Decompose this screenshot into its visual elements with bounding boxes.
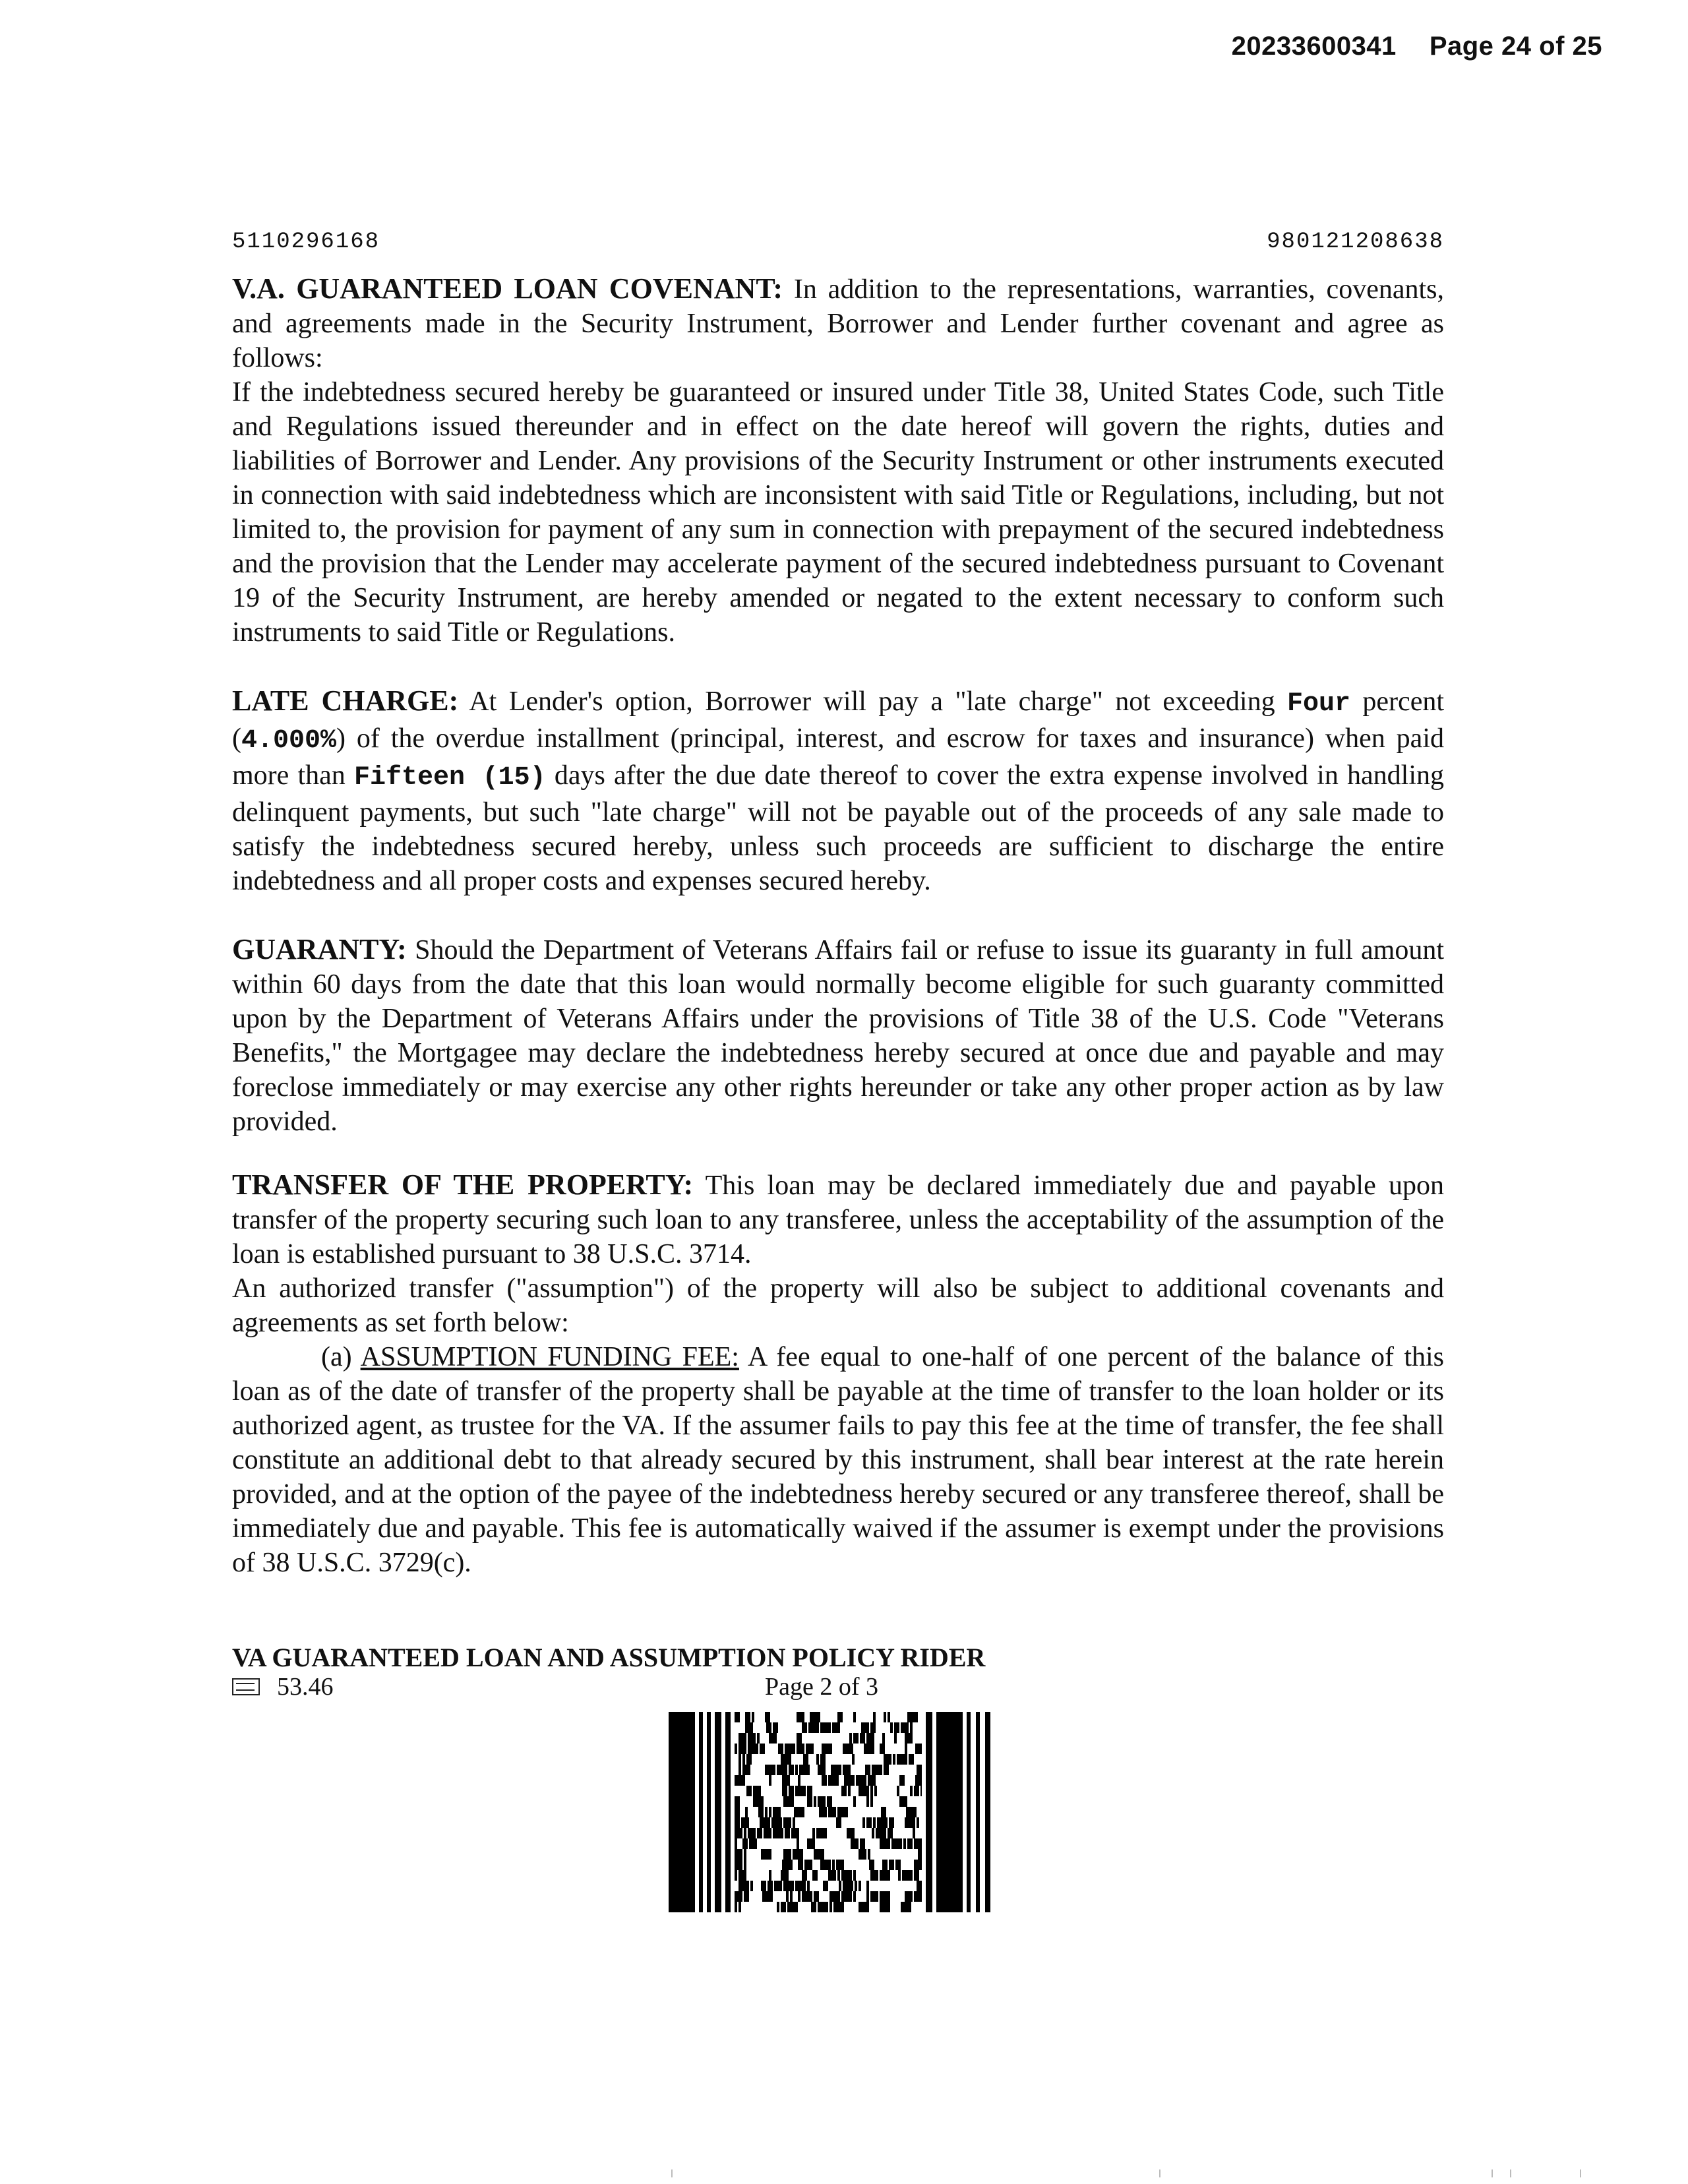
barcode-module xyxy=(831,1765,841,1775)
barcode-module xyxy=(808,1722,819,1733)
barcode-module xyxy=(820,1722,831,1733)
barcode-module xyxy=(818,1796,826,1807)
barcode-module xyxy=(843,1765,851,1775)
form-title: VA GUARANTEED LOAN AND ASSUMPTION POLICY RIDER xyxy=(232,1643,986,1672)
barcode-module xyxy=(741,1817,749,1828)
form-code-number: 53.46 xyxy=(277,1673,334,1701)
barcode-module xyxy=(735,1891,742,1902)
barcode-module xyxy=(766,1722,771,1733)
barcode-module xyxy=(769,1733,777,1744)
barcode-module xyxy=(866,1891,869,1902)
barcode-module xyxy=(841,1786,847,1796)
barcode-module xyxy=(814,1891,819,1902)
barcode-module xyxy=(853,1796,856,1807)
barcode-module xyxy=(793,1849,803,1860)
barcode-module xyxy=(793,1817,795,1828)
barcode-module xyxy=(914,1870,919,1881)
barcode-module xyxy=(820,1860,831,1870)
barcode-module xyxy=(781,1870,789,1881)
scan-tick xyxy=(1492,2169,1493,2177)
barcode-module xyxy=(757,1733,760,1744)
barcode-module xyxy=(797,1733,802,1744)
barcode-module xyxy=(897,1786,899,1796)
ellie-mae-icon xyxy=(232,1678,260,1695)
barcode-module xyxy=(738,1765,741,1775)
barcode-module xyxy=(786,1891,789,1902)
barcode-module xyxy=(783,1881,794,1891)
barcode-module xyxy=(856,1775,866,1786)
barcode-module xyxy=(889,1817,894,1828)
barcode-module xyxy=(870,1722,876,1733)
barcode-module xyxy=(811,1902,816,1912)
assumption-fee-paragraph xyxy=(232,1340,1444,1580)
barcode-module xyxy=(761,1881,766,1891)
late-charge-text: ) of the overdue installment (principal, interest, and escrow for taxes and insurance) when paid more than xyxy=(232,723,1444,791)
barcode-module xyxy=(735,1712,740,1722)
barcode-module xyxy=(735,1744,737,1754)
assumption-fee-text: A fee equal to one-half of one percent of the balance of this loan as of the date of transfer of the property shall be payable at the time of transfer to the loan holder or its authorized agent, as trustee for the VA. If the assumer fails to pay this fee at the time of transfer, the fee shall constitute an additional debt to that already secured by this instrument, shall bear interest at the rate herein provided, and at the option of the payee of the indebtedness hereby secured or any transferee thereof, shall be immediately due and payable. This fee is automatically waived if the assumer is exempt under the provisions of 38 U.S.C. 3729(c). xyxy=(232,1342,1445,1578)
barcode-module xyxy=(757,1828,762,1838)
barcode-module xyxy=(769,1775,771,1786)
barcode-module xyxy=(818,1765,826,1775)
barcode-module xyxy=(832,1860,835,1870)
scan-tick xyxy=(1510,2169,1511,2177)
barcode-module xyxy=(905,1744,907,1754)
barcode-module xyxy=(773,1807,781,1817)
barcode-module xyxy=(847,1828,855,1838)
barcode-module xyxy=(917,1817,919,1828)
barcode-module xyxy=(829,1902,832,1912)
barcode-module xyxy=(864,1744,874,1754)
barcode-module xyxy=(785,1744,795,1754)
barcode-module xyxy=(753,1796,764,1807)
barcode-module xyxy=(869,1860,874,1870)
barcode-module xyxy=(870,1796,873,1807)
barcode-module xyxy=(874,1786,877,1796)
barcode-module xyxy=(797,1838,799,1849)
barcode-module xyxy=(828,1807,836,1817)
barcode-module xyxy=(742,1754,745,1765)
barcode-module xyxy=(910,1722,913,1733)
barcode-module xyxy=(746,1754,752,1765)
scan-tick xyxy=(1159,2169,1160,2177)
barcode-module xyxy=(899,1775,905,1786)
barcode-module xyxy=(897,1754,907,1765)
barcode-module xyxy=(771,1817,782,1828)
barcode-module xyxy=(814,1796,816,1807)
barcode-module xyxy=(859,1786,869,1796)
barcode-module xyxy=(762,1891,773,1902)
barcode-module xyxy=(778,1744,783,1754)
barcode-module xyxy=(761,1849,771,1860)
page-counter: Page 24 of 25 xyxy=(1429,32,1602,61)
barcode-module xyxy=(852,1754,855,1765)
barcode-module xyxy=(853,1733,859,1744)
barcode-module xyxy=(913,1828,915,1838)
barcode-module xyxy=(828,1870,836,1881)
barcode-module xyxy=(812,1828,815,1838)
barcode-module xyxy=(807,1838,815,1849)
late-charge-text: percent ( xyxy=(232,686,1445,754)
barcode-module xyxy=(915,1744,922,1754)
barcode-module xyxy=(735,1902,737,1912)
barcode-module xyxy=(802,1870,807,1881)
barcode-module xyxy=(812,1870,818,1881)
loan-number-row xyxy=(232,229,1444,255)
guaranty-paragraph xyxy=(232,932,1444,1139)
barcode-module xyxy=(827,1796,832,1807)
late-charge-rate-words: Four xyxy=(1287,689,1351,719)
barcode-module xyxy=(748,1828,756,1838)
form-page-number: Page 2 of 3 xyxy=(765,1673,879,1701)
barcode-module xyxy=(853,1712,856,1722)
assumption-fee-heading: ASSUMPTION FUNDING FEE: xyxy=(360,1342,739,1372)
barcode-module xyxy=(807,1881,810,1891)
barcode-module xyxy=(866,1733,874,1744)
barcode-module xyxy=(797,1744,804,1754)
barcode-module xyxy=(802,1722,807,1733)
barcode-module xyxy=(859,1881,861,1891)
barcode-module xyxy=(745,1712,750,1722)
barcode-module xyxy=(760,1744,765,1754)
barcode-module xyxy=(880,1838,890,1849)
barcode-module xyxy=(760,1817,770,1828)
document-body xyxy=(232,272,1444,1580)
barcode-module xyxy=(735,1796,740,1807)
barcode-module xyxy=(744,1860,746,1870)
barcode-module xyxy=(735,1838,737,1849)
barcode-module xyxy=(783,1849,791,1860)
barcode-module xyxy=(748,1733,756,1744)
barcode-module xyxy=(764,1828,771,1838)
barcode-module xyxy=(865,1765,870,1775)
barcode-module xyxy=(837,1807,848,1817)
barcode-module xyxy=(816,1828,827,1838)
barcode-module xyxy=(803,1754,808,1765)
barcode-module xyxy=(735,1807,740,1817)
barcode-module xyxy=(889,1860,894,1870)
barcode-module xyxy=(862,1817,865,1828)
barcode-module xyxy=(765,1807,768,1817)
barcode-module xyxy=(769,1870,771,1881)
late-charge-heading: LATE CHARGE: xyxy=(232,684,459,717)
recording-header xyxy=(1232,32,1602,61)
barcode-module xyxy=(814,1849,824,1860)
barcode-module xyxy=(915,1775,922,1786)
late-charge-days: Fifteen (15) xyxy=(353,763,546,793)
barcode-module xyxy=(829,1891,840,1902)
barcode-module xyxy=(902,1870,913,1881)
barcode-module xyxy=(777,1765,787,1775)
barcode-module xyxy=(859,1849,866,1860)
barcode-module xyxy=(823,1881,828,1891)
barcode-module xyxy=(880,1870,890,1881)
barcode-module xyxy=(742,1765,750,1775)
barcode-module xyxy=(917,1881,922,1891)
barcode-module xyxy=(914,1891,922,1902)
barcode-module xyxy=(738,1881,749,1891)
barcode-module xyxy=(828,1775,839,1786)
barcode-module xyxy=(901,1902,911,1912)
barcode-module xyxy=(890,1722,893,1733)
barcode-module xyxy=(820,1754,826,1765)
barcode-module xyxy=(795,1786,806,1796)
barcode-module xyxy=(880,1891,890,1902)
barcode-module xyxy=(836,1817,841,1828)
barcode-module xyxy=(877,1817,888,1828)
guaranty-text: Should the Department of Veterans Affairs fail or refuse to issue its guaranty in full amount within 60 days from the date that this loan would normally become eligible for such guaranty committed upon by the Department of Veterans Affairs under the provisions of Title 38 of the U.S. Code "Veterans Benefits," the Mortgagee may declare the indebtedness hereby secured at once due and payable and may foreclose immediately or may exercise any other rights hereunder or take any other proper action as by law provided. xyxy=(232,935,1444,1137)
barcode-module xyxy=(872,1765,882,1775)
barcode-module xyxy=(773,1722,778,1733)
barcode-module xyxy=(914,1786,919,1796)
barcode-module xyxy=(836,1860,844,1870)
barcode-module xyxy=(860,1838,865,1849)
barcode-module xyxy=(873,1817,876,1828)
pdf417-barcode xyxy=(669,1712,994,1912)
barcode-module xyxy=(774,1881,782,1891)
barcode-module xyxy=(909,1754,914,1765)
barcode-module xyxy=(735,1870,737,1881)
barcode-module xyxy=(914,1860,922,1870)
barcode-module xyxy=(745,1722,753,1733)
barcode-module xyxy=(844,1775,855,1786)
barcode-module xyxy=(768,1881,773,1891)
barcode-module xyxy=(799,1765,810,1775)
barcode-module xyxy=(903,1838,906,1849)
barcode-module xyxy=(906,1807,917,1817)
barcode-module xyxy=(843,1744,853,1754)
transfer-assumption-text: An authorized transfer ("assumption") of the property will also be subject to additional covenants and agreements as set forth below: xyxy=(232,1273,1444,1338)
barcode-module xyxy=(899,1796,907,1807)
barcode-module xyxy=(765,1765,775,1775)
assumption-fee-marker: (a) xyxy=(321,1342,361,1372)
late-charge-text: days after the due date thereof to cover the extra expense involved in handling delinquent payments, but such "late charge" will not be payable out of the proceeds of any sale made to satisfy the indebtedness secured hereby, unless such proceeds are sufficient to discharge the entire indebtedness and all proper costs and expenses secured hereby. xyxy=(232,760,1445,896)
barcode-module xyxy=(888,1828,893,1838)
barcode-module xyxy=(851,1838,859,1849)
barcode-module xyxy=(735,1860,742,1870)
barcode-module xyxy=(837,1712,843,1722)
barcode-module xyxy=(901,1722,909,1733)
barcode-module xyxy=(773,1828,783,1838)
barcode-module xyxy=(841,1870,852,1881)
barcode-module xyxy=(781,1754,791,1765)
barcode-module xyxy=(855,1881,857,1891)
barcode-module xyxy=(752,1712,754,1722)
barcode-module xyxy=(750,1881,753,1891)
barcode-module xyxy=(872,1828,874,1838)
barcode-module xyxy=(791,1828,799,1838)
barcode-module xyxy=(797,1712,804,1722)
barcode-module xyxy=(907,1712,918,1722)
guaranty-heading: GUARANTY: xyxy=(232,933,407,965)
barcode-module xyxy=(742,1838,748,1849)
covenant-paragraph xyxy=(232,272,1444,375)
barcode-module xyxy=(783,1817,791,1828)
barcode-module xyxy=(859,1902,869,1912)
barcode-module xyxy=(735,1817,740,1828)
barcode-module xyxy=(884,1712,886,1722)
barcode-module xyxy=(882,1860,888,1870)
barcode-module xyxy=(861,1722,869,1733)
barcode-module xyxy=(798,1891,800,1902)
document-number: 20233600341 xyxy=(1231,32,1397,61)
transfer-paragraph xyxy=(232,1168,1444,1271)
barcode-module xyxy=(833,1902,844,1912)
barcode-module xyxy=(819,1807,827,1817)
barcode-module xyxy=(893,1754,895,1765)
barcode-module xyxy=(735,1828,742,1838)
barcode-module xyxy=(914,1838,922,1849)
barcode-module xyxy=(905,1891,913,1902)
covenant-intro: In addition to the representations, warranties, covenants, and agreements made in the Security Instrument, Borrower and Lender further covenant and agree as follows: xyxy=(232,274,1444,373)
barcode-module xyxy=(781,1902,786,1912)
barcode-module xyxy=(783,1796,794,1807)
barcode-module xyxy=(868,1775,876,1786)
barcode-module xyxy=(894,1733,897,1744)
barcode-module xyxy=(735,1849,742,1860)
barcode-module xyxy=(888,1712,890,1722)
barcode-module xyxy=(891,1838,902,1849)
barcode-module xyxy=(753,1786,761,1796)
barcode-module xyxy=(884,1765,889,1775)
barcode-module xyxy=(744,1891,749,1902)
loan-number-left: 5110296168 xyxy=(232,229,380,255)
transfer-text: This loan may be declared immediately due and payable upon transfer of the property securing such loan to any transferee, unless the acceptability of the assumption of the loan is established pursuant to 38 U.S.C. 3714. xyxy=(232,1170,1444,1269)
barcode-module xyxy=(795,1765,798,1775)
barcode-module xyxy=(866,1817,872,1828)
barcode-module xyxy=(782,1786,787,1796)
barcode-module xyxy=(873,1712,876,1722)
barcode-module xyxy=(787,1902,798,1912)
barcode-module xyxy=(804,1860,812,1870)
covenant-heading: V.A. GUARANTEED LOAN COVENANT: xyxy=(232,272,783,305)
barcode-module xyxy=(880,1744,885,1754)
barcode-module xyxy=(860,1733,865,1744)
barcode-module xyxy=(810,1712,820,1722)
barcode-module xyxy=(822,1744,832,1754)
barcode-module xyxy=(816,1754,819,1765)
barcode-module xyxy=(738,1902,741,1912)
scan-tick xyxy=(1580,2169,1581,2177)
barcode-module xyxy=(870,1870,878,1881)
barcode-module xyxy=(839,1881,841,1891)
barcode-module xyxy=(807,1786,812,1796)
barcode-module xyxy=(853,1891,856,1902)
barcode-module xyxy=(882,1733,885,1744)
barcode-module xyxy=(866,1881,869,1891)
scan-tick xyxy=(671,2169,673,2177)
barcode-module xyxy=(758,1807,764,1817)
barcode-module xyxy=(802,1891,812,1902)
barcode-module xyxy=(782,1775,790,1786)
barcode-module xyxy=(920,1786,922,1796)
barcode-module xyxy=(735,1775,745,1786)
barcode-module xyxy=(746,1786,752,1796)
barcode-module xyxy=(749,1838,757,1849)
barcode-module xyxy=(884,1754,891,1765)
barcode-module xyxy=(910,1786,913,1796)
barcode-module xyxy=(789,1765,794,1775)
barcode-module xyxy=(807,1796,812,1807)
late-charge-text: At Lender's option, Borrower will pay a "late charge" not exceeding xyxy=(458,686,1287,717)
barcode-module xyxy=(748,1744,758,1754)
barcode-module xyxy=(738,1733,746,1744)
barcode-module xyxy=(843,1881,853,1891)
barcode-module xyxy=(894,1722,899,1733)
barcode-module xyxy=(795,1881,806,1891)
barcode-module xyxy=(837,1870,840,1881)
barcode-module xyxy=(905,1817,915,1828)
transfer-heading: TRANSFER OF THE PROPERTY: xyxy=(232,1168,694,1201)
covenant-body: If the indebtedness secured hereby be guaranteed or insured under Title 38, United States Code, such Title and Regulations issued thereunder and in effect on the date hereof will govern the rights, duties and liabilities of Borrower and Lender. Any provisions of the Security Instrument or other instruments executed in connection with said indebtedness which are inconsistent with said Title or Regulations, including, but not limited to, the provision for payment of any sum in connection with prepayment of the secured indebtedness and the provision that the Lender may accelerate payment of the secured indebtedness pursuant to Covenant 19 of the Security Instrument, are hereby amended or negated to the extent necessary to conform such instruments to said Title or Regulations. xyxy=(232,377,1444,648)
barcode-module xyxy=(917,1765,922,1775)
barcode-module xyxy=(794,1807,804,1817)
barcode-module xyxy=(881,1807,886,1817)
barcode-module xyxy=(769,1807,771,1817)
barcode-module xyxy=(832,1722,840,1733)
barcode-module xyxy=(738,1744,746,1754)
barcode-module xyxy=(744,1828,746,1838)
barcode-module xyxy=(789,1786,794,1796)
barcode-module xyxy=(918,1849,922,1860)
barcode-module xyxy=(876,1828,886,1838)
barcode-module xyxy=(745,1807,748,1817)
barcode-module xyxy=(866,1796,869,1807)
form-code xyxy=(232,1672,334,1701)
late-charge-rate-value: 4.000% xyxy=(241,726,337,756)
barcode-module xyxy=(798,1860,803,1870)
late-charge-paragraph xyxy=(232,684,1444,898)
barcode-module xyxy=(798,1775,800,1786)
barcode-module xyxy=(905,1733,913,1744)
barcode-module xyxy=(853,1870,856,1881)
barcode-module xyxy=(744,1849,746,1860)
barcode-module xyxy=(765,1712,770,1722)
barcode-module xyxy=(782,1860,793,1870)
barcode-module xyxy=(777,1902,779,1912)
barcode-module xyxy=(898,1870,901,1881)
barcode-module xyxy=(806,1744,814,1754)
barcode-module xyxy=(841,1891,852,1902)
barcode-module xyxy=(870,1891,878,1902)
barcode-module xyxy=(870,1786,873,1796)
barcode-module xyxy=(785,1828,790,1838)
barcode-module xyxy=(738,1870,746,1881)
barcode-module xyxy=(822,1775,827,1786)
barcode-module xyxy=(818,1902,828,1912)
barcode-module xyxy=(738,1754,741,1765)
loan-number-right: 980121208638 xyxy=(1267,229,1444,255)
barcode-module xyxy=(849,1733,852,1744)
barcode-module xyxy=(895,1860,901,1870)
barcode-module xyxy=(790,1891,793,1902)
barcode-module xyxy=(868,1849,870,1860)
barcode-module xyxy=(880,1902,890,1912)
barcode-module xyxy=(848,1786,851,1796)
barcode-module xyxy=(907,1838,913,1849)
